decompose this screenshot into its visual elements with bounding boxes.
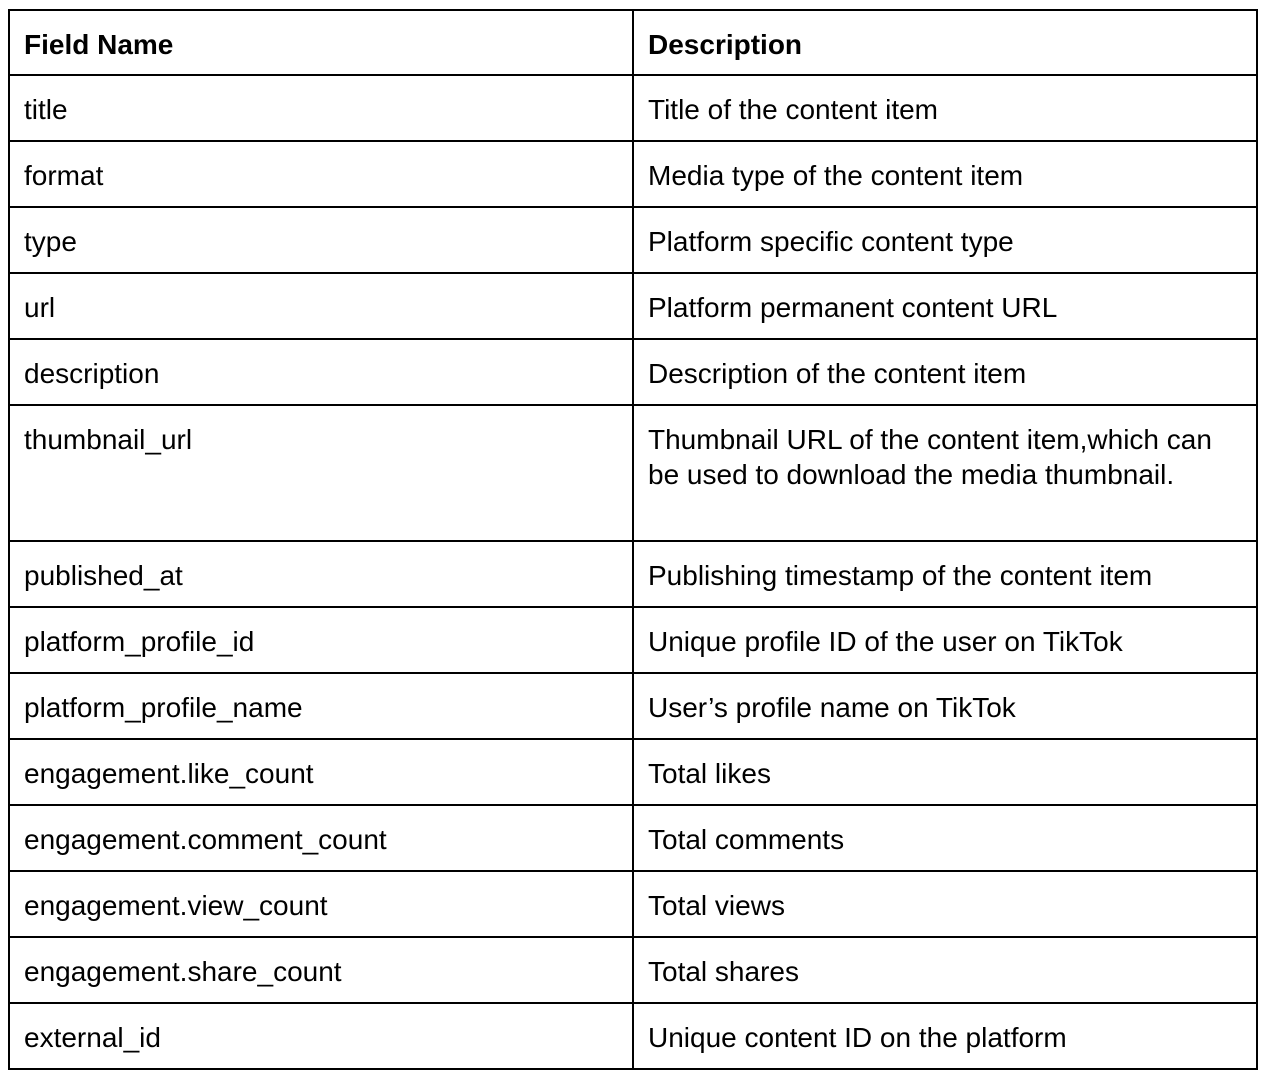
table-row [9, 541, 1257, 607]
field-name-cell: engagement.view_count [9, 871, 633, 937]
table-row [9, 141, 1257, 207]
table-row [9, 75, 1257, 141]
field-name-cell: published_at [9, 541, 633, 607]
field-name-cell: engagement.share_count [9, 937, 633, 1003]
table-row [9, 607, 1257, 673]
table-row [9, 739, 1257, 805]
table-row [9, 871, 1257, 937]
field-name-cell: type [9, 207, 633, 273]
header-field-name: Field Name [9, 10, 633, 75]
table-row [9, 1003, 1257, 1069]
description-cell: User’s profile name on TikTok [633, 673, 1257, 739]
table-row [9, 273, 1257, 339]
table-header-row [9, 10, 1257, 75]
table-row [9, 207, 1257, 273]
description-cell: Platform permanent content URL [633, 273, 1257, 339]
field-name-cell: engagement.comment_count [9, 805, 633, 871]
field-name-cell: engagement.like_count [9, 739, 633, 805]
description-cell: Unique profile ID of the user on TikTok [633, 607, 1257, 673]
header-description: Description [633, 10, 1257, 75]
table-row [9, 673, 1257, 739]
field-name-cell: platform_profile_id [9, 607, 633, 673]
description-cell: Total likes [633, 739, 1257, 805]
field-name-cell: description [9, 339, 633, 405]
field-name-cell: url [9, 273, 633, 339]
description-cell: Platform specific content type [633, 207, 1257, 273]
field-name-cell: format [9, 141, 633, 207]
description-cell: Publishing timestamp of the content item [633, 541, 1257, 607]
field-name-cell: title [9, 75, 633, 141]
table-row [9, 937, 1257, 1003]
description-cell: Total comments [633, 805, 1257, 871]
description-cell: Title of the content item [633, 75, 1257, 141]
description-cell: Thumbnail URL of the content item,which can be used to download the media thumbnail. [633, 405, 1257, 541]
table-row [9, 805, 1257, 871]
description-cell: Media type of the content item [633, 141, 1257, 207]
field-table-container [8, 9, 1258, 1070]
field-name-cell: platform_profile_name [9, 673, 633, 739]
description-cell: Description of the content item [633, 339, 1257, 405]
description-cell: Total shares [633, 937, 1257, 1003]
description-cell: Total views [633, 871, 1257, 937]
field-name-cell: thumbnail_url [9, 405, 633, 541]
table-row [9, 405, 1257, 541]
description-cell: Unique content ID on the platform [633, 1003, 1257, 1069]
field-name-cell: external_id [9, 1003, 633, 1069]
field-description-table [8, 9, 1258, 1070]
table-row [9, 339, 1257, 405]
